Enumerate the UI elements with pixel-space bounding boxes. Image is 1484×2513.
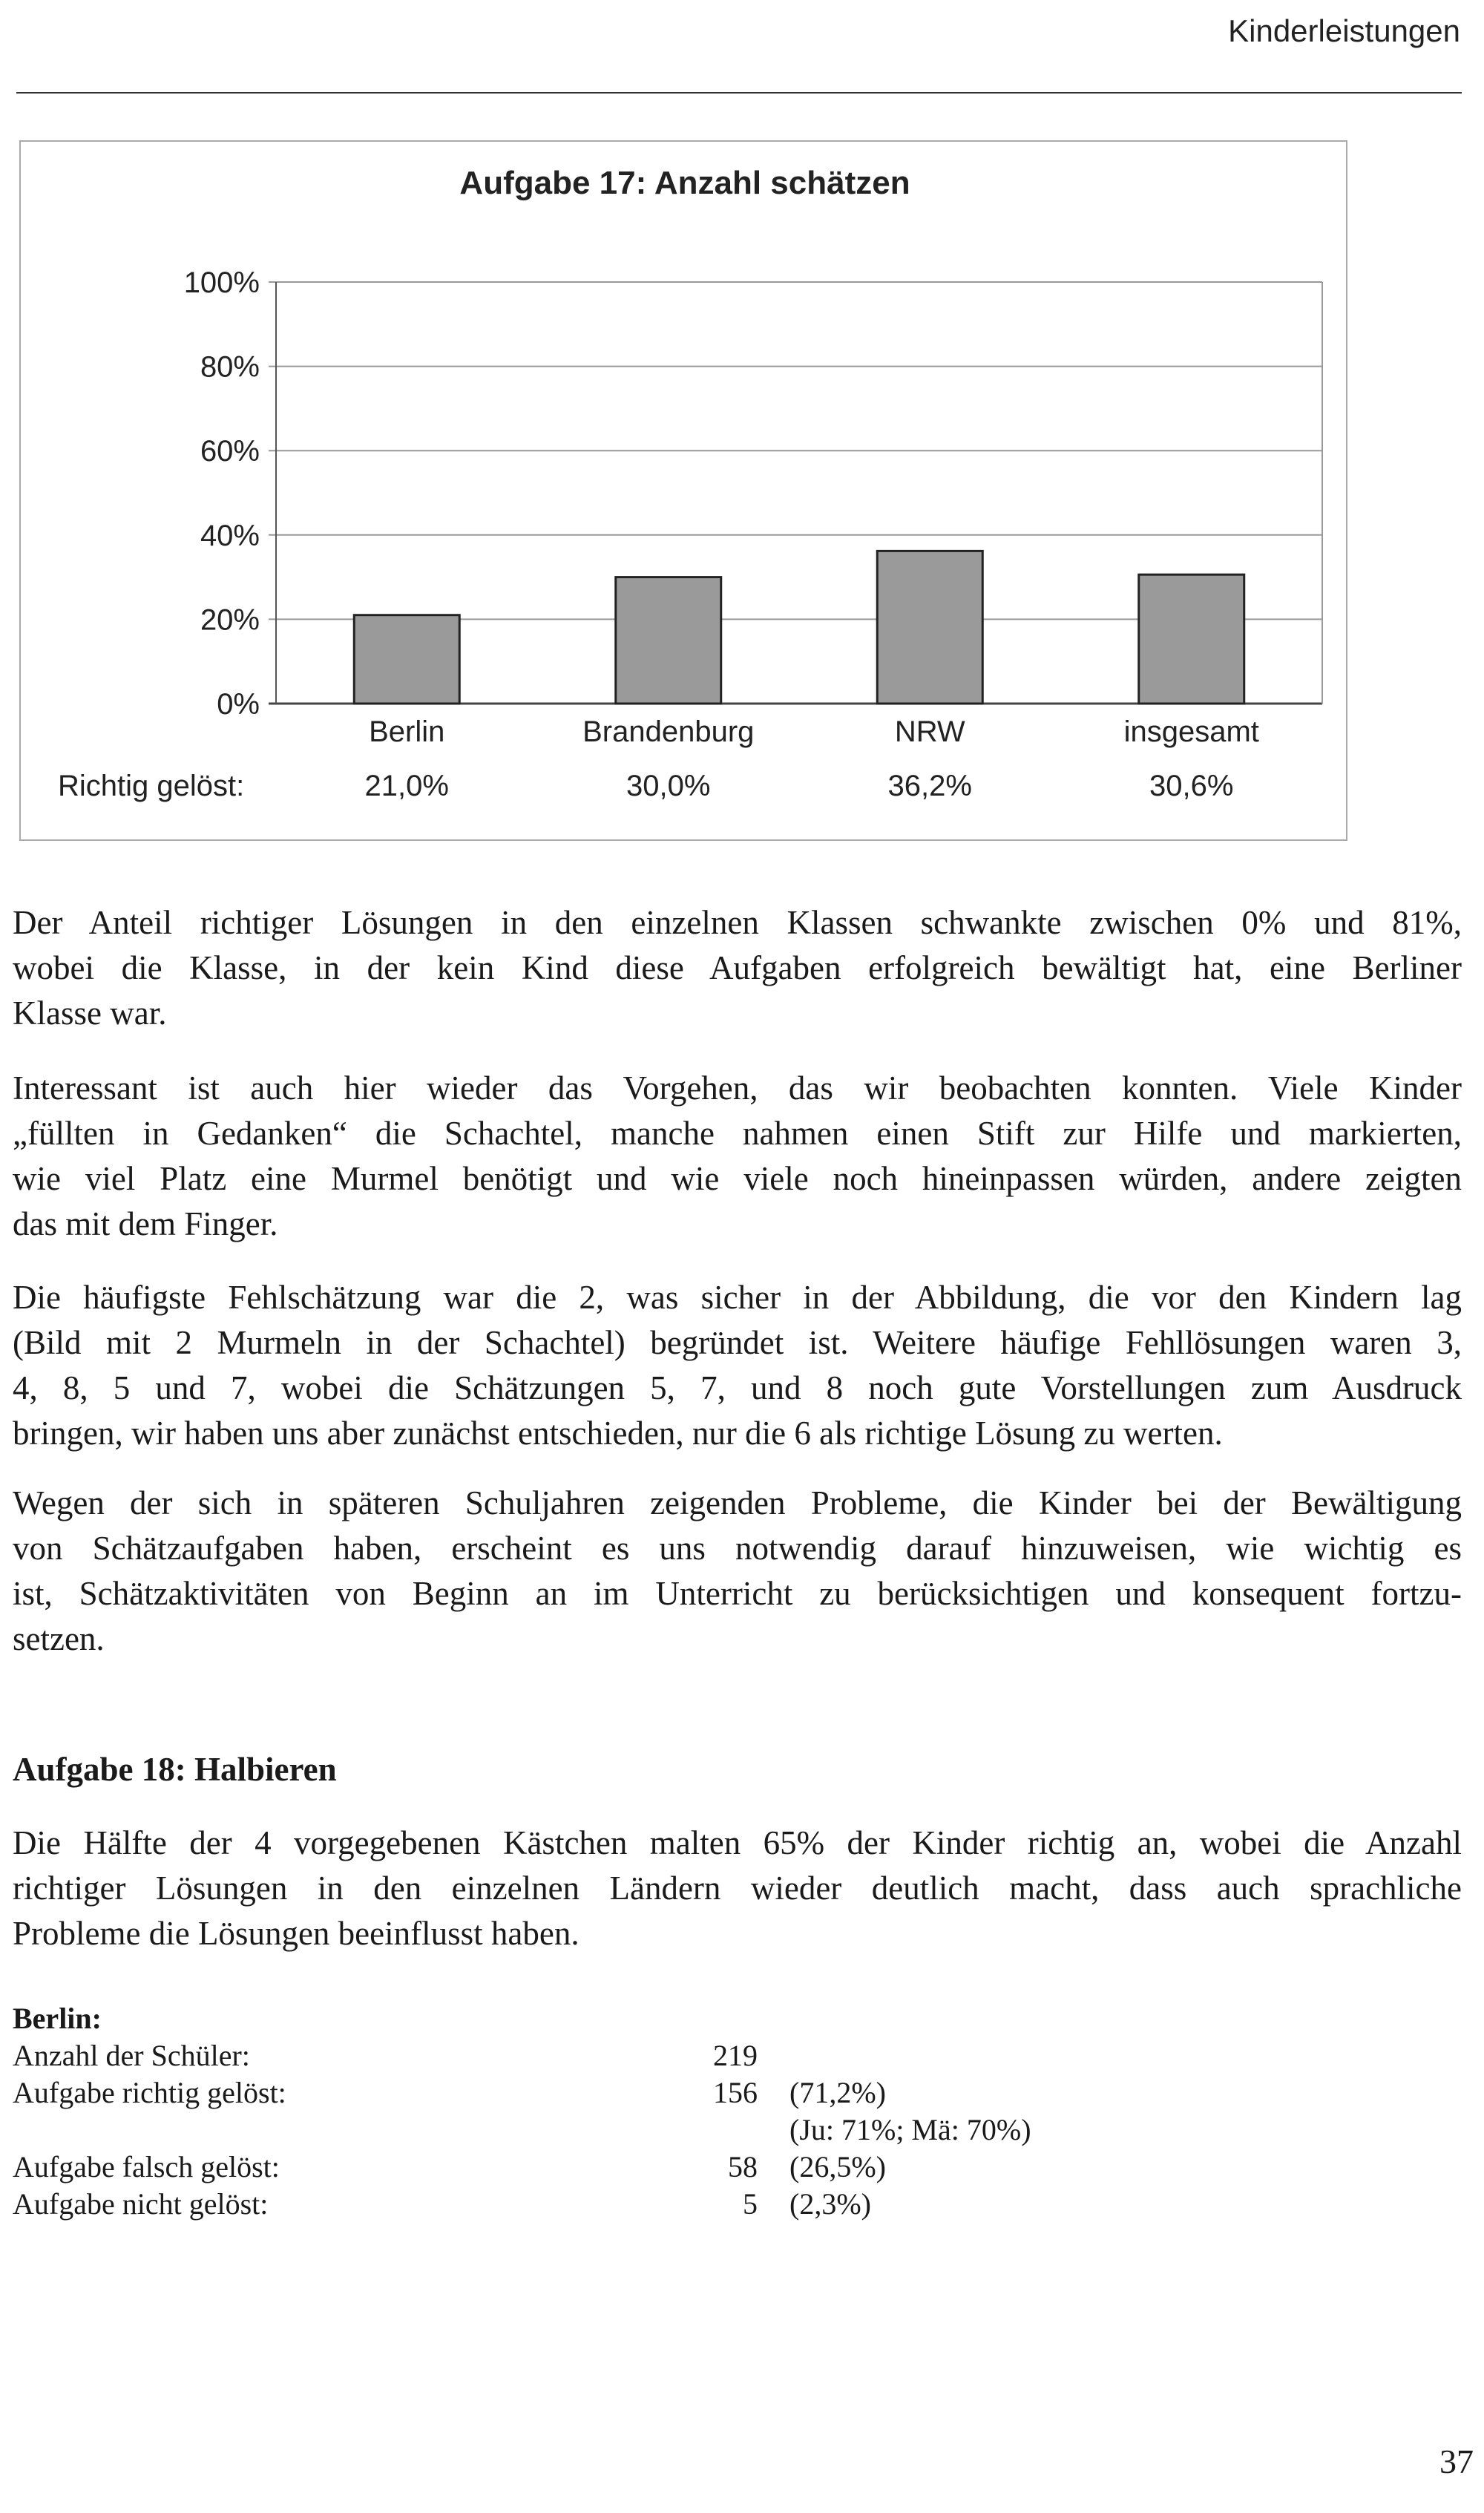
stat-count: 156 — [713, 2076, 758, 2109]
y-tick-label: 20% — [200, 603, 260, 637]
text-line: Klasse war. — [13, 995, 167, 1032]
page-number: 37 — [1439, 2442, 1474, 2480]
text-line: Interessant ist auch hier wieder das Vorgehen, das wir beobachten konnten. Viele Kinder — [13, 1069, 1462, 1107]
paragraph — [13, 900, 1462, 1036]
y-tick-label: 100% — [183, 266, 260, 299]
stat-count: 5 — [743, 2187, 758, 2221]
text-line: das mit dem Finger. — [13, 1205, 278, 1242]
bar-chart — [21, 142, 1349, 842]
text-line: wobei die Klasse, in der kein Kind diese Aufgaben erfolgreich bewältigt hat, eine Berliner — [13, 949, 1462, 986]
paragraph — [13, 1275, 1462, 1456]
paragraph — [13, 1481, 1462, 1662]
text-line: Die häufigste Fehlschätzung war die 2, was sicher in der Abbildung, die vor den Kindern lag — [13, 1279, 1462, 1316]
text-line: richtiger Lösungen in den einzelnen Ländern wieder deutlich macht, dass auch sprachliche — [13, 1870, 1462, 1907]
bar — [616, 577, 721, 704]
stat-label: Aufgabe falsch gelöst: — [13, 2150, 280, 2183]
bar — [1139, 574, 1244, 704]
stat-percent: (71,2%) — [789, 2076, 886, 2109]
running-head: Kinderleistungen — [1228, 13, 1460, 48]
stat-label: Aufgabe nicht gelöst: — [13, 2187, 269, 2221]
bar — [354, 615, 459, 704]
text-line: bringen, wir haben uns aber zunächst entschieden, nur die 6 als richtige Lösung zu werten. — [13, 1415, 1223, 1452]
y-tick-label: 80% — [200, 350, 260, 384]
row-label: Richtig gelöst: — [58, 770, 245, 802]
text-line: von Schätzaufgaben haben, erscheint es uns notwendig darauf hinzuweisen, wie wichtig es — [13, 1530, 1462, 1567]
text-line: ist, Schätzaktivitäten von Beginn an im Unterricht zu berücksichtigen und konsequent fortzu- — [13, 1575, 1462, 1612]
data-label: 21,0% — [364, 770, 449, 802]
bar — [877, 551, 982, 704]
header-rule — [16, 92, 1462, 94]
y-tick-label: 40% — [200, 519, 260, 552]
data-label: 36,2% — [887, 770, 972, 802]
data-label: 30,6% — [1149, 770, 1234, 802]
stat-count: 219 — [713, 2039, 758, 2072]
y-tick-label: 60% — [200, 435, 260, 468]
text-line: Die Hälfte der 4 vorgegebenen Kästchen malten 65% der Kinder richtig an, wobei die Anzahl — [13, 1824, 1462, 1861]
text-line: „füllten in Gedanken“ die Schachtel, manche nahmen einen Stift zur Hilfe und markierten, — [13, 1115, 1462, 1152]
text-line: Der Anteil richtiger Lösungen in den einzelnen Klassen schwankte zwischen 0% und 81%, — [13, 904, 1462, 941]
section-heading: Aufgabe 18: Halbieren — [13, 1751, 337, 1788]
x-tick-label: insgesamt — [1123, 715, 1259, 748]
text-line: setzen. — [13, 1620, 105, 1657]
data-label: 30,0% — [626, 770, 711, 802]
paragraph — [13, 1821, 1462, 1956]
x-tick-label: Berlin — [369, 715, 445, 748]
region-label: Berlin: — [13, 2002, 102, 2035]
paragraph — [13, 1066, 1462, 1247]
x-tick-label: Brandenburg — [582, 715, 755, 748]
y-tick-label: 0% — [217, 688, 260, 721]
text-line: Probleme die Lösungen beeinflusst haben. — [13, 1915, 580, 1952]
chart-figure — [19, 140, 1347, 841]
text-line: wie viel Platz eine Murmel benötigt und wie viele noch hineinpassen würden, andere zeigten — [13, 1160, 1462, 1197]
x-tick-label: NRW — [894, 715, 965, 748]
text-line: Wegen der sich in späteren Schuljahren zeigenden Probleme, die Kinder bei der Bewältigung — [13, 1484, 1462, 1521]
stat-label: Aufgabe richtig gelöst: — [13, 2076, 286, 2109]
stat-count: 58 — [728, 2150, 758, 2183]
chart-title: Aufgabe 17: Anzahl schätzen — [459, 165, 910, 201]
stat-percent: (2,3%) — [789, 2187, 871, 2221]
text-line: 4, 8, 5 und 7, wobei die Schätzungen 5, 7, und 8 noch gute Vorstellungen zum Ausdruck — [13, 1369, 1462, 1406]
stat-percent: (26,5%) — [789, 2150, 886, 2183]
stat-label: Anzahl der Schüler: — [13, 2039, 250, 2072]
stat-percent: (Ju: 71%; Mä: 70%) — [789, 2113, 1031, 2146]
text-line: (Bild mit 2 Murmeln in der Schachtel) begründet ist. Weitere häufige Fehllösungen waren 3, — [13, 1324, 1462, 1361]
